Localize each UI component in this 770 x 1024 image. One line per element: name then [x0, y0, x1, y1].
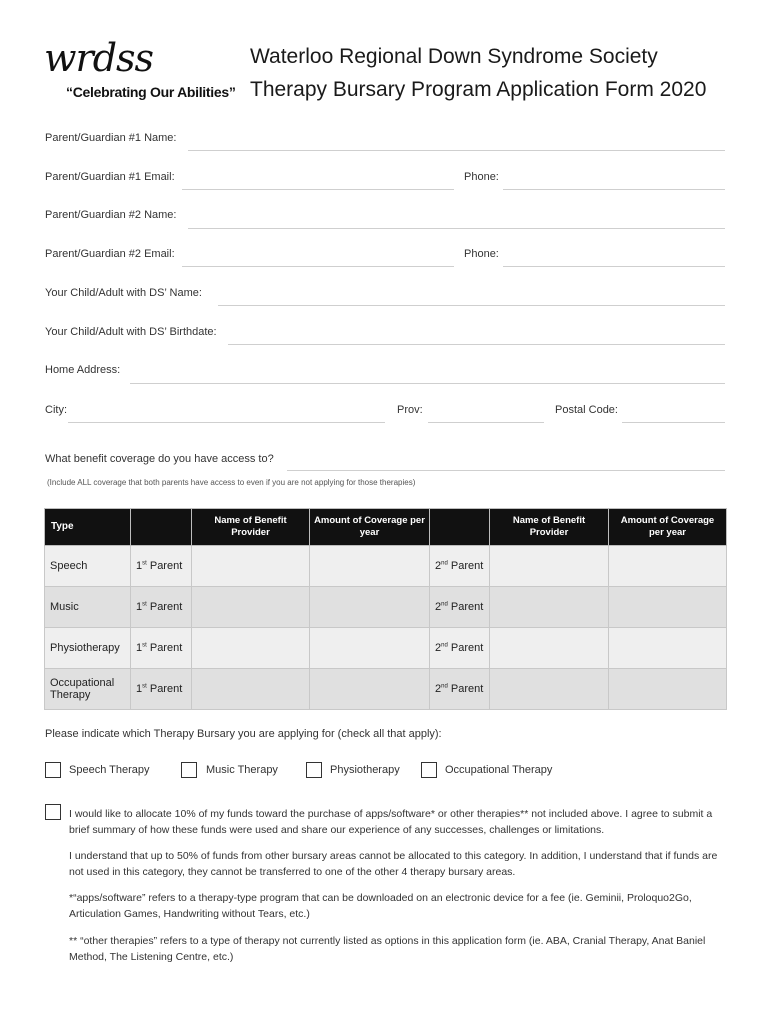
row-type: Music	[45, 587, 131, 628]
col-header-parent1	[131, 509, 192, 546]
allocate-funds-checkbox[interactable]	[45, 804, 61, 820]
allocate-funds-text: I would like to allocate 10% of my funds toward the purchase of apps/software* or other therapies** not included above. I agree to submit a brief summary of how these funds were used and share our experience of any successes, challenges or limitations.	[69, 808, 713, 836]
p2-phone-field[interactable]	[503, 266, 725, 267]
row-type: Occupational Therapy	[45, 669, 131, 710]
parent1-label: 1st Parent	[131, 669, 192, 710]
row-type: Physiotherapy	[45, 628, 131, 669]
logo-mark: wrdss	[44, 36, 154, 80]
p1-email-label: Parent/Guardian #1 Email:	[45, 171, 175, 183]
child-name-label: Your Child/Adult with DS’ Name:	[45, 287, 202, 299]
col-header-amount2: Amount of Coverage per year	[609, 509, 727, 546]
provider1-cell[interactable]	[192, 587, 310, 628]
amount1-cell[interactable]	[310, 628, 430, 669]
col-header-type: Type	[45, 509, 131, 546]
col-header-amount1: Amount of Coverage per year	[310, 509, 430, 546]
postal-code-label: Postal Code:	[555, 404, 618, 416]
occupational-therapy-label: Occupational Therapy	[445, 764, 553, 776]
speech-therapy-label: Speech Therapy	[69, 764, 150, 776]
music-therapy-checkbox[interactable]	[181, 762, 197, 778]
amount2-cell[interactable]	[609, 546, 727, 587]
p1-phone-label: Phone:	[464, 171, 499, 183]
coverage-field[interactable]	[287, 470, 725, 471]
child-name-field[interactable]	[218, 305, 725, 306]
table-row	[45, 628, 727, 669]
amount2-cell[interactable]	[609, 669, 727, 710]
form-title-line2: Therapy Bursary Program Application Form 2020	[250, 78, 707, 101]
coverage-question: What benefit coverage do you have access to?	[45, 453, 274, 465]
col-header-parent2	[430, 509, 490, 546]
apps-software-note: *“apps/software” refers to a therapy-type program that can be downloaded on an electronic device for a fee (ie. Geminii, Proloquo2Go, Articulation Games, Handwriting without Tears, etc.)	[69, 892, 692, 920]
provider2-cell[interactable]	[490, 546, 609, 587]
provider1-cell[interactable]	[192, 628, 310, 669]
city-field[interactable]	[68, 422, 385, 423]
parent1-label: 1st Parent	[131, 628, 192, 669]
p2-name-label: Parent/Guardian #2 Name:	[45, 209, 177, 221]
table-row	[45, 669, 727, 710]
parent2-label: 2nd Parent	[430, 587, 490, 628]
provider1-cell[interactable]	[192, 669, 310, 710]
p1-email-field[interactable]	[182, 189, 454, 190]
parent1-label: 1st Parent	[131, 546, 192, 587]
postal-code-field[interactable]	[622, 422, 725, 423]
p2-email-label: Parent/Guardian #2 Email:	[45, 248, 175, 260]
parent1-label: 1st Parent	[131, 587, 192, 628]
amount1-cell[interactable]	[310, 546, 430, 587]
table-row	[45, 546, 727, 587]
logo-tagline: “Celebrating Our Abilities”	[66, 84, 236, 100]
bursary-prompt: Please indicate which Therapy Bursary you are applying for (check all that apply):	[45, 728, 442, 740]
p1-phone-field[interactable]	[503, 189, 725, 190]
row-type: Speech	[45, 546, 131, 587]
provider2-cell[interactable]	[490, 669, 609, 710]
coverage-note: (Include ALL coverage that both parents have access to even if you are not applying for those therapies)	[47, 478, 416, 487]
amount1-cell[interactable]	[310, 587, 430, 628]
physiotherapy-label: Physiotherapy	[330, 764, 400, 776]
child-birthdate-field[interactable]	[228, 344, 725, 345]
amount1-cell[interactable]	[310, 669, 430, 710]
understand-text: I understand that up to 50% of funds from other bursary areas cannot be allocated to this category. In addition, I understand that if funds are not used in this category, they cannot be transferred to one of the other 4 therapy bursary areas.	[69, 850, 718, 878]
logo	[44, 38, 234, 103]
parent2-label: 2nd Parent	[430, 628, 490, 669]
provider2-cell[interactable]	[490, 587, 609, 628]
home-address-field[interactable]	[130, 383, 725, 384]
prov-label: Prov:	[397, 404, 423, 416]
p1-name-field[interactable]	[188, 150, 725, 151]
parent2-label: 2nd Parent	[430, 669, 490, 710]
col-header-provider2: Name of Benefit Provider	[490, 509, 609, 546]
table-row	[45, 587, 727, 628]
child-birthdate-label: Your Child/Adult with DS’ Birthdate:	[45, 326, 217, 338]
provider1-cell[interactable]	[192, 546, 310, 587]
parent2-label: 2nd Parent	[430, 546, 490, 587]
home-address-label: Home Address:	[45, 364, 121, 376]
form-title	[250, 40, 706, 106]
speech-therapy-checkbox[interactable]	[45, 762, 61, 778]
prov-field[interactable]	[428, 422, 544, 423]
physiotherapy-checkbox[interactable]	[306, 762, 322, 778]
city-label: City:	[45, 404, 67, 416]
amount2-cell[interactable]	[609, 628, 727, 669]
amount2-cell[interactable]	[609, 587, 727, 628]
table-header-row	[45, 509, 727, 546]
p2-email-field[interactable]	[182, 266, 454, 267]
music-therapy-label: Music Therapy	[206, 764, 278, 776]
other-therapies-note: ** “other therapies” refers to a type of therapy not currently listed as options in this application form (ie. ABA, Cranial Therapy, Anat Baniel Method, The Listening Centre, etc.)	[69, 935, 706, 963]
p1-name-label: Parent/Guardian #1 Name:	[45, 132, 177, 144]
occupational-therapy-checkbox[interactable]	[421, 762, 437, 778]
col-header-provider1: Name of Benefit Provider	[192, 509, 310, 546]
provider2-cell[interactable]	[490, 628, 609, 669]
form-title-line1: Waterloo Regional Down Syndrome Society	[250, 45, 658, 68]
p2-phone-label: Phone:	[464, 248, 499, 260]
benefits-table	[44, 508, 727, 710]
p2-name-field[interactable]	[188, 228, 725, 229]
